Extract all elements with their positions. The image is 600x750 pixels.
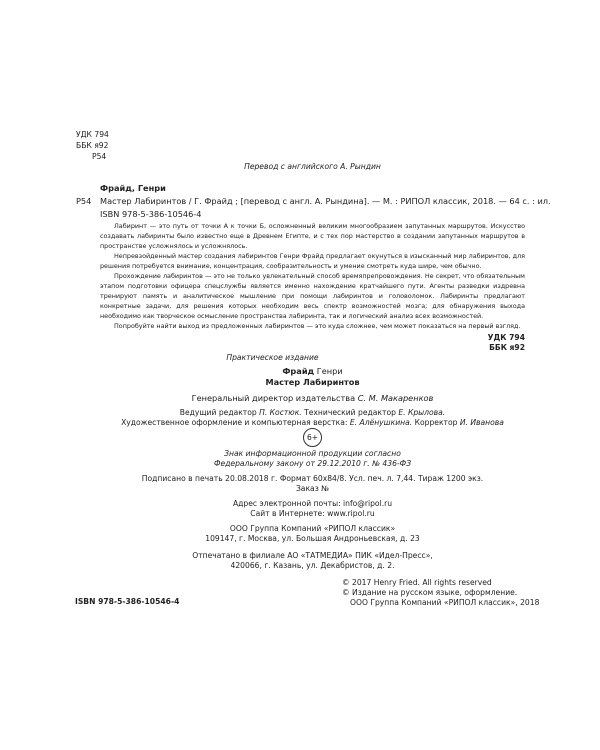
udk-code-right: УДК 794	[487, 333, 525, 342]
author-line	[100, 366, 525, 376]
proofreader-label: Корректор	[414, 418, 458, 427]
bottom-isbn: ISBN 978-5-386-10546-4	[75, 597, 180, 606]
copyright-3: ООО Группа Компаний «РИПОЛ классик», 2018	[350, 598, 540, 607]
director-name: С. М. Макаренков	[357, 393, 434, 403]
translation-credit: Перевод с английского А. Рындин	[244, 162, 381, 171]
record-author: Фрайд, Генри	[100, 183, 166, 193]
author-name: Генри	[316, 366, 343, 376]
design-label: Художественное оформление и компьютерная верстка:	[121, 418, 348, 427]
record-title: Мастер Лабиринтов / Г. Фрайд ; [перевод с англ. А. Рындина]. — М. : РИПОЛ классик, 2018. — 64 с. : ил.	[100, 196, 551, 206]
annotation-paragraph: Непревзойденный мастер создания лабиринтов Генри Фрайд предлагает окунуться в изысканный мир лабиринтов, для решения потребуется внимание, концентрация, сообразительность и умение смотреть куда шире, чем обычно.	[100, 252, 525, 270]
director-label: Генеральный директор издательства	[191, 393, 356, 403]
bbk-code: ББК я92	[76, 141, 109, 150]
record-isbn: ISBN 978-5-386-10546-4	[100, 209, 202, 219]
law-note-2: Федеральному закону от 29.12.2010 г. № 436-ФЗ	[213, 459, 412, 468]
annotation-paragraph: Попробуйте найти выход из предложенных лабиринтов — это куда сложнее, чем может показаться на первый взгляд.	[114, 322, 521, 330]
proofreader: И. Иванова	[459, 418, 504, 427]
email: Адрес электронной почты: info@ripol.ru	[232, 499, 393, 508]
law-note-1: Знак информационной продукции согласно	[224, 449, 401, 458]
udk-code: УДК 794	[76, 130, 109, 139]
order-number: Заказ №	[295, 484, 330, 493]
bbk-code-right: ББК я92	[489, 343, 525, 352]
copyright-2: © Издание на русском языке, оформление.	[342, 588, 518, 597]
record-code: Р54	[76, 196, 92, 206]
book-title: Мастер Лабиринтов	[265, 377, 360, 387]
author-surname: Фрайд	[282, 366, 315, 376]
annotation-paragraph: Лабиринт — это путь от точки А к точки Б, осложненный великим многообразием запутанных маршрутов. Искусство создавать лабиринты было известно еще в Древнем Египте, и с тех пор мастерство в создании запутанных маршрутов в пространстве усложнялось и усложнялось.	[100, 222, 525, 250]
publisher-name: ООО Группа Компаний «РИПОЛ классик»	[229, 524, 396, 533]
age-rating-badge: 6+	[303, 428, 322, 447]
annotation-paragraph: Прохождение лабиринтов — это не только увлекательный способ времяпрепровождения. Не секрет, что обязательным этапом подготовки офицера спецслужбы является именно нахождение кратчайшего пути. Агенты разведки издревна тренируют память и аналитическое мышление при помощи лабиринтов и головоломок. Лабиринты предлагают конкретные задачи, для решения которых необходим весь спектр возможностей мозга; для обнаружения выхода необходимо как творческое осмысление пространства лабиринта, так и логический анализ всех возможностей.	[100, 272, 525, 320]
print-info: Подписано в печать 20.08.2018 г. Формат 60x84/8. Усл. печ. л. 7,44. Тираж 1200 экз.	[141, 474, 484, 483]
edition-type: Практическое издание	[226, 353, 319, 362]
designer: Е. Алёнушкина.	[349, 418, 413, 427]
tech-editor: Е. Крылова.	[398, 408, 446, 417]
design-line	[100, 418, 525, 427]
annotation	[100, 221, 525, 331]
editors-line	[100, 408, 525, 417]
director-line	[100, 393, 525, 403]
author-mark: Р54	[92, 152, 107, 161]
copyright-1: © 2017 Henry Fried. All rights reserved	[342, 578, 492, 587]
tech-editor-label: Технический редактор	[304, 408, 396, 417]
publisher-address: 109147, г. Москва, ул. Большая Андроньевская, д. 23	[205, 534, 420, 543]
printer-name: Отпечатано в филиале АО «ТАТМЕДИА» ПИК «Идел-Пресс»,	[192, 551, 433, 560]
printer-address: 420066, г. Казань, ул. Декабристов, д. 2.	[230, 561, 395, 570]
lead-editor: П. Костюк.	[259, 408, 302, 417]
lead-editor-label: Ведущий редактор	[179, 408, 257, 417]
website: Сайт в Интернете: www.ripol.ru	[250, 509, 375, 518]
